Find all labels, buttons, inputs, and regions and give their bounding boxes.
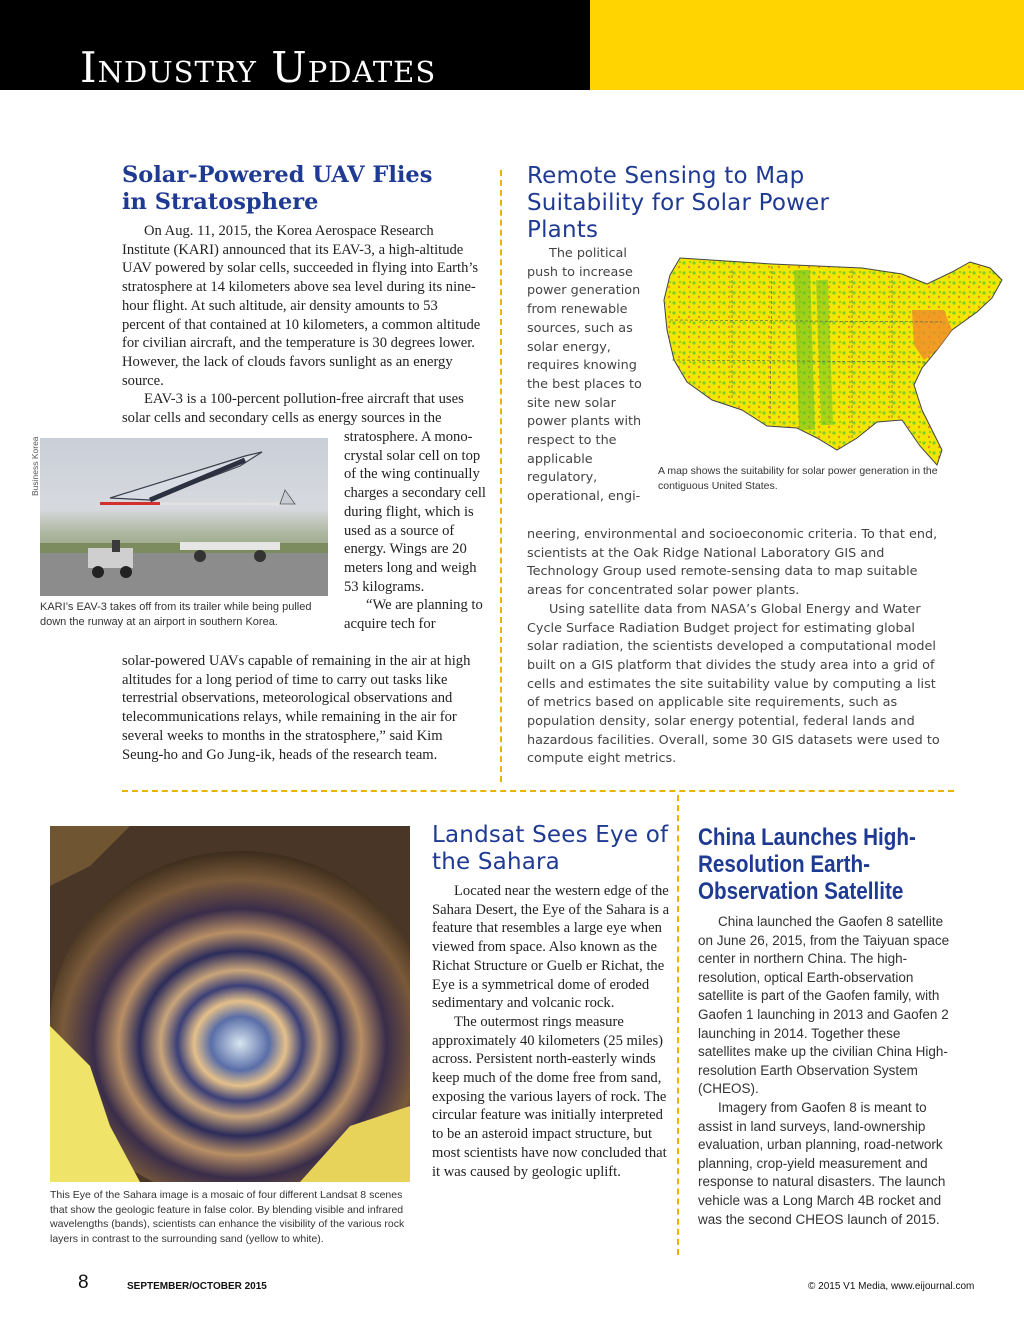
article-body — [122, 652, 484, 764]
map-caption: A map shows the suitability for solar power generation in the contiguous United States. — [658, 465, 938, 492]
paragraph: solar-powered UAVs capable of remaining in the air at high altitudes for a long period of time to carry out tasks like terrestrial observations, meteorological observations and telecommunications relays, while remaining in the air for several weeks to months in the stratosphere,” said Kim Seung-ho and Go Jung-ik, heads of the research team. — [122, 653, 471, 763]
photo-caption: KARI’s EAV-3 takes off from its trailer while being pulled down the runway at an airport in southern Korea. — [40, 601, 312, 628]
us-suitability-map — [652, 250, 1007, 472]
eye-of-sahara-image — [50, 826, 410, 1182]
paragraph: On Aug. 11, 2015, the Korea Aerospace Research Institute (KARI) announced that its EAV-3, a high-altitude UAV powered by solar cells, succeeded in flying into Earth’s stratosphere at 14 kilometers above sea level during its nine-hour flight. At such altitude, air density amounts to 53 percent of that contained at 10 kilometers, a common altitude for civilian aircraft, and the temperature is 30 degrees lower. However, the lack of clouds favors sunlight as an energy source. — [122, 223, 481, 389]
paragraph: EAV-3 is a 100-percent pollution-free aircraft that uses solar cells and secondary cells as energy sources in the — [122, 391, 464, 427]
issue-date: SEPTEMBER/OCTOBER 2015 — [127, 1281, 267, 1292]
paragraph: The outermost rings measure approximately 40 kilometers (25 miles) across. Persistent north-easterly winds keep much of the dome free from sand, exposing the various layers of rock. The circular feature was initially interpreted to be an asteroid impact structure, but most scientists have now concluded that it was caused by geologic uplift. — [432, 1013, 667, 1180]
article-body-wrap — [344, 428, 486, 634]
us-map-graphic — [652, 250, 1007, 472]
page-number: 8 — [78, 1272, 89, 1293]
article-body — [698, 913, 956, 1229]
paragraph: China launched the Gaofen 8 satellite on June 26, 2015, from the Taiyuan space center in northern China. The high-resolution, optical Earth-observation satellite is part of the Gaofen family, with Gaofen 1 launching in 2013 and Gaofen 2 launching in 2014. Together these satellites make up the civilian China High-resolution Earth Observation System (CHEOS). — [698, 914, 950, 1097]
section-title: Industry Updates — [80, 43, 437, 92]
article-uav — [122, 162, 492, 216]
photo-credit: Business Korea — [30, 436, 40, 496]
paragraph: stratosphere. A mono-crystal solar cell on top of the wing continually charges a secondary cell during flight, which is used as a source of energy. Wings are 20 meters long and weigh 53 kilograms. — [344, 429, 486, 595]
article-body — [432, 882, 670, 1181]
paragraph: “We are planning to acquire tech for — [344, 597, 483, 633]
paragraph: Imagery from Gaofen 8 is meant to assist in land surveys, land-ownership evaluation, urban planning, road-network planning, crop-yield measurement and response to natural disasters. The launch vehicle was a Long March 4B rocket and was the second CHEOS launch of 2015. — [698, 1099, 946, 1227]
article-body — [122, 222, 484, 428]
article-body — [527, 526, 947, 769]
paragraph: neering, environmental and socioeconomic criteria. To that end, scientists at the Oak Ridge National Laboratory GIS and Technology Group used remote-sensing data to map suitable areas for concentrated solar power plants. — [527, 527, 938, 599]
section-divider — [122, 790, 954, 792]
article-body-wrap — [527, 245, 649, 507]
article-title: Solar-Powered UAV Flies in Stratosphere — [122, 162, 433, 215]
paragraph: The political push to increase power generation from renewable sources, such as solar energy, requires knowing the best places to site new solar power plants with respect to the applicable regulatory, operational, engi- — [527, 246, 642, 505]
copyright: © 2015 V1 Media, www.eijournal.com — [808, 1281, 975, 1292]
paragraph: Using satellite data from NASA’s Global Energy and Water Cycle Surface Radiation Budget project for estimating global solar radiation, the scientists developed a computational model built on a GIS platform that divides the study area into a grid of cells and estimates the site suitability value by computing a list of metrics based on applicable site requirements, such as population density, solar energy potential, federal lands and hazardous facilities. Overall, some 30 GIS datasets were used to compute eight metrics. — [527, 601, 940, 767]
image-caption: This Eye of the Sahara image is a mosaic of four different Landsat 8 scenes that show the geologic feature in false color. By blending visible and infrared wavelengths (bands), scientists can enhance the visibility of the various rock layers in contrast to the surrounding sand (yellow to white). — [50, 1189, 405, 1245]
column-divider — [677, 795, 679, 1255]
article-title: Remote Sensing to Map Suitability for Solar Power Plants — [527, 163, 830, 243]
uav-aircraft-graphic — [40, 438, 328, 596]
article-title: China Launches High-Resolution Earth-Observation Satellite — [698, 824, 916, 905]
column-divider — [500, 170, 502, 782]
paragraph: Located near the western edge of the Sahara Desert, the Eye of the Sahara is a feature that resembles a large eye when viewed from space. Also known as the Richat Structure or Guelb er Richat, the Eye is a symmetrical dome of eroded sedimentary and volcanic rock. — [432, 883, 670, 1012]
uav-photo — [40, 438, 328, 596]
sahara-satellite-graphic — [50, 826, 410, 1182]
article-title: Landsat Sees Eye of the Sahara — [432, 822, 669, 875]
header-accent — [590, 0, 1024, 90]
